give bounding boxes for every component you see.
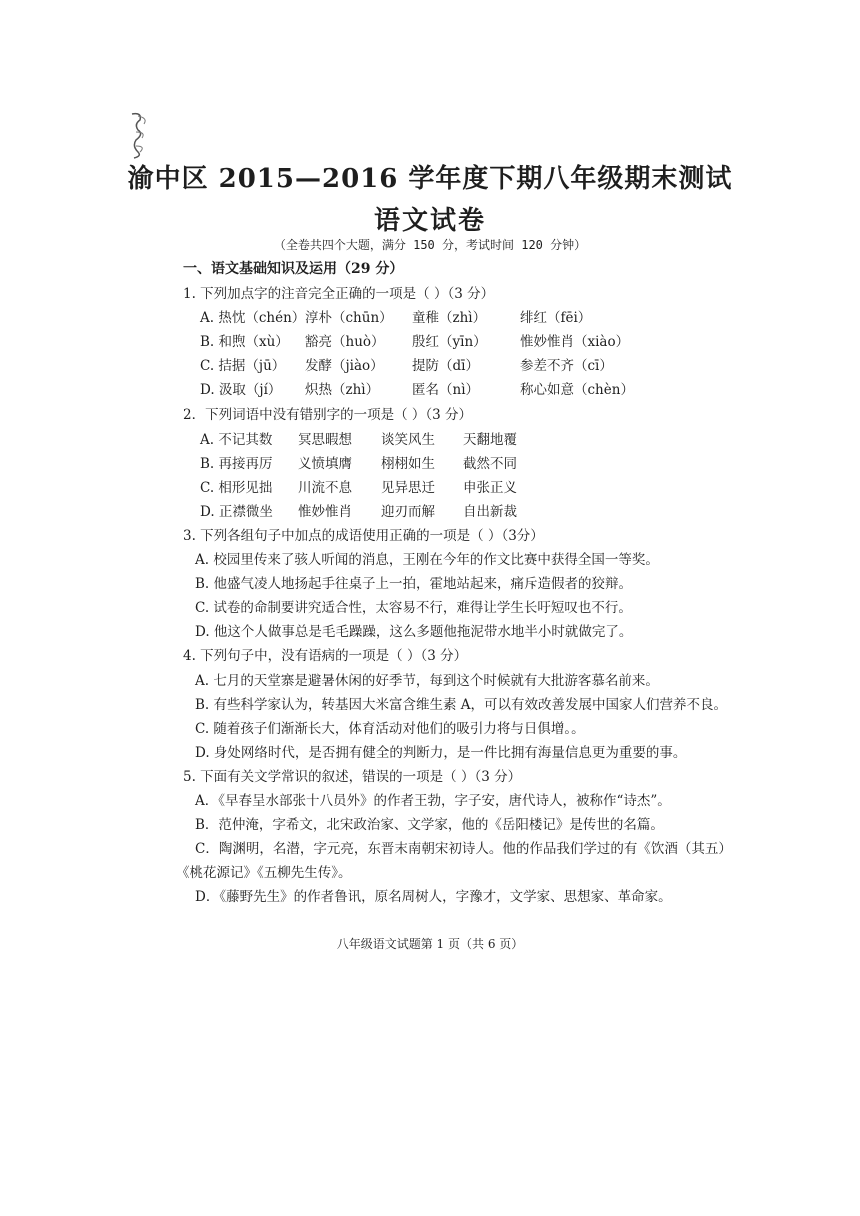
q2-stem: 2．下列词语中没有错别字的一项是（ ）（3 分） (183, 407, 473, 423)
q4-stem: 4. 下列句子中，没有语病的一项是（ ）（3 分） (183, 648, 468, 664)
q1-cell: B. 和煦（xù） (200, 334, 289, 350)
q2-cell: 截然不同 (463, 456, 517, 472)
q4-option: D. 身处网络时代，是否拥有健全的判断力，是一件比拥有海量信息更为重要的事。 (195, 745, 687, 761)
q5-option: A．《早春呈水部张十八员外》的作者王勃，字子安，唐代诗人，被称作“诗杰”。 (195, 793, 671, 809)
q2-cell: 自出新裁 (463, 504, 517, 520)
q1-cell: 绯红（fēi） (520, 310, 592, 326)
q4-option: A. 七月的天堂寨是避暑休闲的好季节，每到这个时候就有大批游客慕名前来。 (195, 673, 659, 689)
q2-cell: B. 再接再厉 (200, 456, 273, 472)
q1-cell: 童稚（zhì） (412, 310, 487, 326)
exam-subtitle: 语文试卷 (373, 206, 486, 236)
q5-option: D．《藤野先生》的作者鲁讯，原名周树人，字豫才，文学家、思想家、革命家。 (195, 889, 672, 905)
q1-cell: 炽热（zhì） (305, 382, 380, 398)
q1-cell: C. 拮据（jū） (200, 358, 286, 374)
q3-option: A. 校园里传来了骇人听闻的消息，王刚在今年的作文比赛中获得全国一等奖。 (195, 552, 659, 568)
q4-option: B. 有些科学家认为，转基因大米富含维生素 A，可以有效改善发展中国家人们营养不良。 (195, 697, 728, 713)
q5-option: B．范仲淹，字希文，北宋政治家、文学家，他的《岳阳楼记》是传世的名篇。 (195, 817, 664, 833)
q2-cell: 迎刃而解 (381, 504, 435, 520)
q4-option: C. 随着孩子们渐渐长大，体育活动对他们的吸引力将与日俱增。。 (195, 721, 585, 737)
q1-cell: D. 汲取（jí） (200, 382, 282, 398)
q1-cell: 匿名（nì） (412, 382, 480, 398)
q5-option-continuation: 《桃花源记》《五柳先生传》。 (176, 865, 352, 881)
q1-cell: A. 热忱（chén） (200, 310, 306, 326)
q2-cell: C. 相形见拙 (200, 480, 273, 496)
q2-cell: A. 不记其数 (200, 432, 273, 448)
q2-cell: 栩栩如生 (381, 456, 435, 472)
section-heading: 一、语文基础知识及运用（29 分） (183, 261, 404, 277)
q3-stem: 3. 下列各组句子中加点的成语使用正确的一项是（ ）（3分） (183, 528, 544, 544)
q2-cell: 谈笑风生 (381, 432, 435, 448)
exam-note: （全卷共四个大题，满分 150 分，考试时间 120 分钟） (273, 238, 587, 252)
q1-stem: 1. 下列加点字的注音完全正确的一项是（ ）（3 分） (183, 286, 495, 302)
q1-cell: 发酵（jiào） (305, 358, 384, 374)
q3-option: C. 试卷的命制要讲究适合性，太容易不行，难得让学生长吁短叹也不行。 (195, 600, 632, 616)
q5-option: C．陶渊明，名潜，字元亮，东晋末南朝宋初诗人。他的作品我们学过的有《饮酒（其五） (195, 841, 732, 857)
exam-title: 渝中区 2015—2016 学年度下期八年级期末测试 (127, 164, 733, 194)
q1-cell: 参差不齐（cī） (520, 358, 613, 374)
q5-stem: 5. 下面有关文学常识的叙述，错误的一项是（ ）（3 分） (183, 769, 522, 785)
q3-option: B. 他盛气凌人地扬起手往桌子上一拍，霍地站起来，痛斥造假者的狡辩。 (195, 576, 633, 592)
q1-cell: 殷红（yīn） (412, 334, 487, 350)
q1-cell: 淳朴（chūn） (305, 310, 393, 326)
q2-cell: 惟妙惟肖 (298, 504, 352, 520)
q1-cell: 惟妙惟肖（xiào） (520, 334, 630, 350)
q2-cell: 川流不息 (298, 480, 352, 496)
q2-cell: 申张正义 (463, 480, 517, 496)
q2-cell: D. 正襟微坐 (200, 504, 273, 520)
q2-cell: 义愤填膺 (298, 456, 352, 472)
q2-cell: 天翻地覆 (463, 432, 517, 448)
q1-cell: 称心如意（chèn） (520, 382, 634, 398)
q2-cell: 冥思暇想 (298, 432, 352, 448)
corner-ornament-icon (128, 110, 154, 160)
q3-option: D. 他这个人做事总是毛毛躁躁，这么多题他拖泥带水地半小时就做完了。 (195, 624, 633, 640)
page-footer: 八年级语文试题第 1 页（共 6 页） (336, 937, 524, 951)
q1-cell: 提防（dī） (412, 358, 479, 374)
q2-cell: 见异思迁 (381, 480, 435, 496)
q1-cell: 豁亮（huò） (305, 334, 385, 350)
